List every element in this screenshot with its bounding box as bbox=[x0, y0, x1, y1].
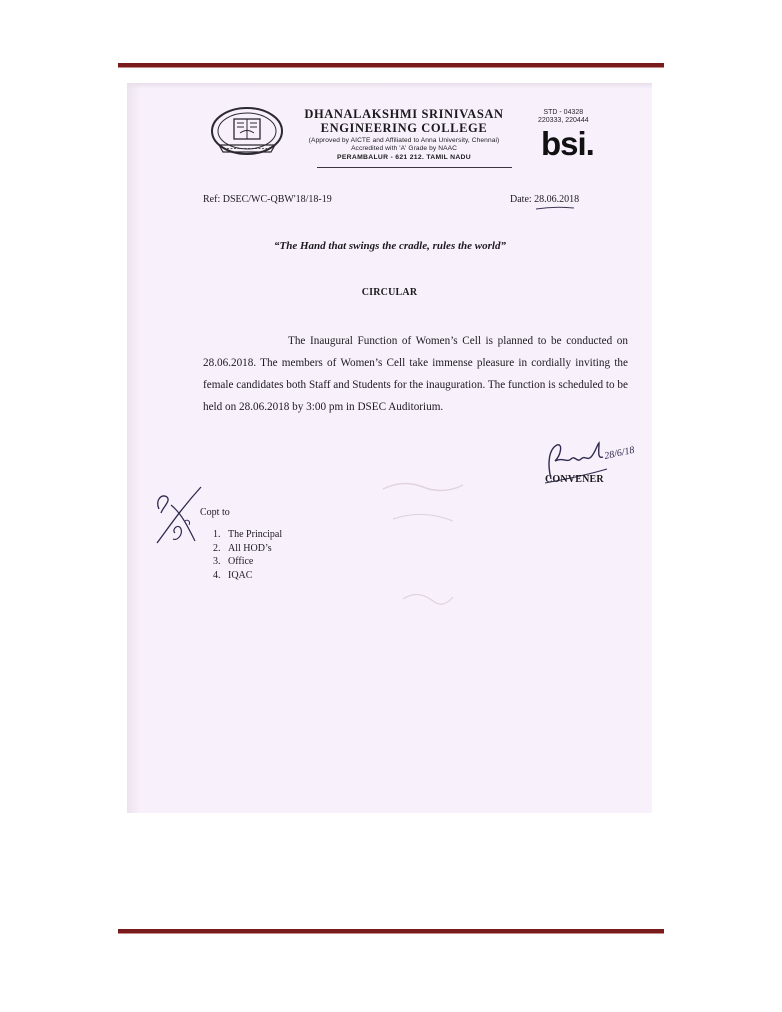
phone-block bbox=[538, 109, 589, 125]
circular-body: The Inaugural Function of Women’s Cell is planned to be conducted on 28.06.2018. The members of Women’s Cell take immense pleasure in cordially inviting the female candidates both Staff and Students for the inauguration. The function is scheduled to be held on 28.06.2018 by 3:00 pm in DSEC Auditorium. bbox=[203, 335, 628, 413]
college-approval: (Approved by AICTE and Affiliated to Anna University, Chennai) bbox=[308, 137, 500, 144]
list-item: 4. IQAC bbox=[213, 569, 253, 581]
convener-label: CONVENER bbox=[545, 474, 604, 485]
scan-edge-shadow bbox=[127, 83, 141, 813]
reference-number: Ref: DSEC/WC-QBW'18/18-19 bbox=[203, 194, 332, 205]
phone-numbers: 220333, 220444 bbox=[538, 117, 589, 124]
college-seal-icon bbox=[207, 105, 287, 163]
scan-top-shadow bbox=[127, 83, 652, 89]
handwritten-initials bbox=[151, 483, 211, 555]
scanned-circular bbox=[127, 83, 652, 813]
top-border-rule bbox=[118, 63, 664, 68]
signature-date: 28/6/18 bbox=[603, 444, 636, 462]
college-accreditation: Accredited with 'A' Grade by NAAC bbox=[351, 145, 457, 152]
list-item: 2. All HOD’s bbox=[213, 542, 272, 554]
college-letterhead bbox=[277, 107, 531, 161]
std-code: STD - 04328 bbox=[543, 109, 584, 116]
copy-to-label: Copt to bbox=[200, 507, 230, 518]
bsi-logo: bsi. bbox=[541, 125, 594, 162]
letterhead-underline bbox=[317, 167, 512, 168]
college-address: PERAMBALUR - 621 212. TAMIL NADU bbox=[337, 154, 471, 161]
faint-bleedthrough bbox=[363, 449, 513, 639]
college-name-line2: ENGINEERING COLLEGE bbox=[320, 121, 488, 135]
letter-date: Date: 28.06.2018 bbox=[510, 194, 580, 205]
bottom-border-rule bbox=[118, 929, 664, 934]
date-pen-stroke bbox=[535, 205, 575, 211]
copy-to-list bbox=[213, 528, 282, 582]
college-name-line1: DHANALAKSHMI SRINIVASAN bbox=[304, 107, 504, 121]
motto: “The Hand that swings the cradle, rules the world” bbox=[274, 240, 506, 252]
list-item: 1. The Principal bbox=[213, 529, 283, 540]
list-item: 3. Office bbox=[213, 556, 254, 568]
circular-heading: CIRCULAR bbox=[361, 287, 418, 298]
